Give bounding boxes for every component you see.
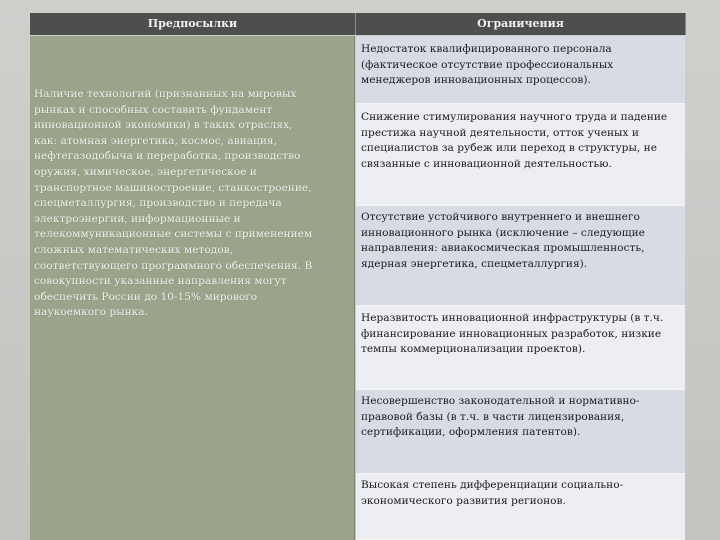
limitation-cell-4: Неразвитость инновационной инфраструктуры (в т.ч. финансирование инновационных разработок, низкие темпы коммерционализации проектов). [356, 306, 685, 390]
preconditions-text: Наличие технологий (признанных на мировых рынках и способных составить фундамент инновационной экономики) в таких отраслях, как: атомная энергетика, космос, авиация, нефтегазодобыча и переработка, производство оружия, химическое, энергетическое и транспортное машиностроение, станкостроение, спецметаллургия, производство и передача электроэнергии, информационные и телекоммуникационные системы с применением сложных математических методов, соответствующего программного обеспечения. В совокупности указанные направления могут обеспечить России до 10-15% мирового наукоемкого рынка. [34, 88, 313, 319]
limitation-cell-6: Высокая степень дифференциации социально- экономического развития регионов. [356, 474, 685, 540]
header-limitations: Ограничения [356, 13, 686, 35]
limitation-cell-1: Недостаток квалифицированного персонала (фактическое отсутствие профессиональных менеджеров инновационных процессов). [356, 36, 685, 104]
limitation-cell-2: Снижение стимулирования научного труда и падение престижа научной деятельности, отток ученых и специалистов за рубеж или переход в структуры, не связанные с инновационной деятельностью. [356, 104, 685, 206]
limitation-cell-3: Отсутствие устойчивого внутреннего и внешнего инновационного рынка (исключение – следующие направления: авиакосмическая промышленность, ядерная энергетика, спецметаллургия). [356, 206, 685, 306]
header-preconditions: Предпосылки [30, 13, 356, 35]
limitation-cell-5: Несовершенство законодательной и нормативно- правовой базы (в т.ч. в части лицензирования, сертификации, оформления патентов). [356, 390, 685, 474]
